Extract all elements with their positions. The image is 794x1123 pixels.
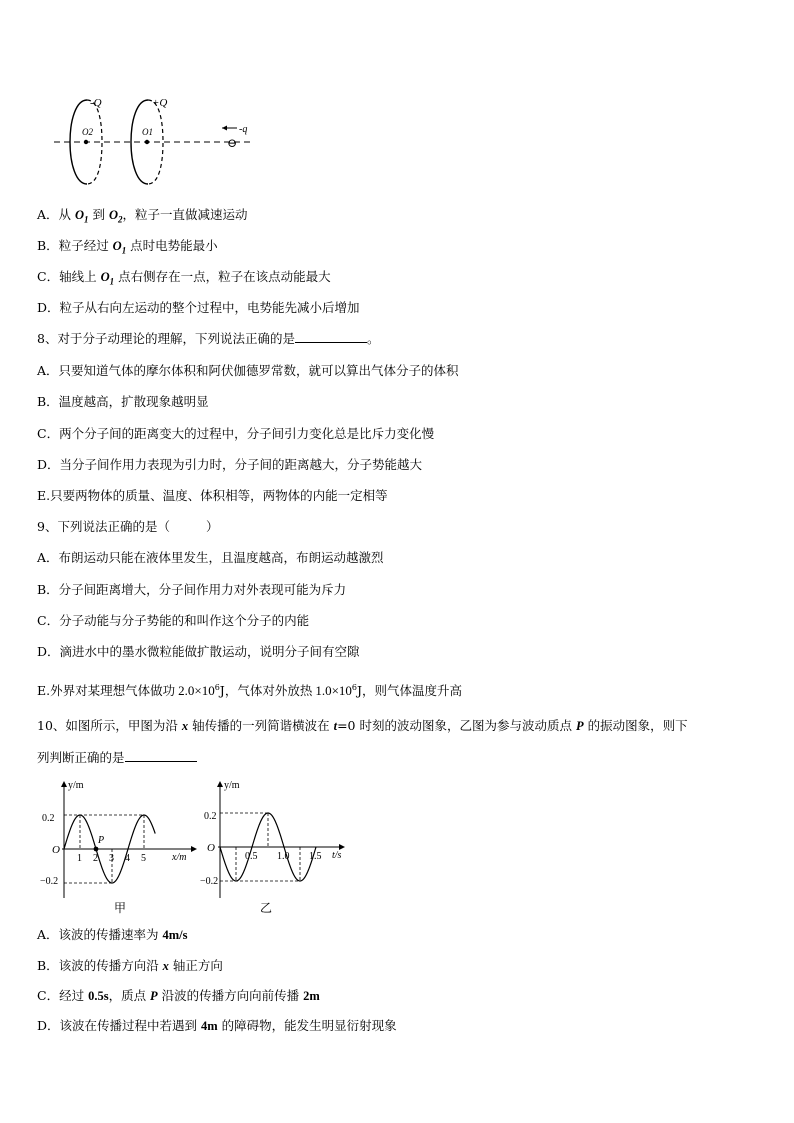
point-o2	[84, 140, 88, 144]
label-o2: O2	[82, 127, 93, 137]
origin-label: O	[52, 844, 60, 856]
y-tick-label-top: 0.2	[42, 813, 55, 824]
q9-stem: 9、下列说法正确的是（ ）	[37, 519, 219, 534]
q10-option-d: D．该波在传播过程中若遇到 4m 的障碍物，能发生明显衍射现象	[37, 1018, 397, 1033]
q7-option-b: B．粒子经过 $O_1$ 点时电势能最小	[37, 238, 218, 256]
q8-option-b: B．温度越高，扩散现象越明显	[37, 394, 209, 409]
y-tick-label-top: 0.2	[204, 811, 217, 822]
wave-chart-jia	[36, 778, 206, 918]
x-tick-label: 3	[109, 853, 114, 864]
q10-stem-line1: 10、如图所示，甲图为沿 x 轴传播的一列简谐横波在 t=0 时刻的波动图象，乙图为参与波动质点 P 的振动图象，则下	[37, 718, 688, 733]
y-tick-label-bottom: −0.2	[200, 876, 219, 887]
y-axis-label: y/m	[224, 780, 240, 791]
label-particle-charge: -q	[239, 124, 248, 135]
t-tick-label: 1.0	[277, 851, 290, 862]
q7-option-a: A．从 $O_1$ 到 $O_2$，粒子一直做减速运动	[37, 207, 248, 225]
answer-blank-2	[125, 749, 197, 762]
x-tick-label: 5	[141, 853, 146, 864]
q9-option-d: D．滴进水中的墨水微粒能做扩散运动，说明分子间有空隙	[37, 644, 360, 659]
q8-stem: 8、对于分子动理论的理解，下列说法正确的是 。	[37, 331, 380, 346]
q7-option-c: C．轴线上 $O_1$ 点右侧存在一点，粒子在该点动能最大	[37, 269, 331, 287]
point-p	[94, 847, 99, 852]
t-tick-label: 1.5	[309, 851, 322, 862]
arrow-head	[222, 126, 227, 131]
t-axis-label: t/s	[332, 850, 342, 861]
q9-option-b: B．分子间距离增大，分子间作用力对外表现可能为斥力	[37, 582, 347, 597]
chart-title-jia: 甲	[114, 901, 127, 915]
y-tick-label-bottom: −0.2	[40, 876, 59, 887]
q10-option-c: C．经过 0.5s，质点 P 沿波的传播方向向前传播 2m	[37, 988, 320, 1003]
q8-option-e: E.只要两物体的质量、温度、体积相等，两物体的内能一定相等	[37, 488, 388, 503]
label-o1: O1	[142, 127, 153, 137]
answer-blank	[295, 330, 367, 343]
particle-icon: ⊖	[227, 136, 238, 150]
x-tick-label: 4	[125, 853, 130, 864]
q9-option-e: E.外界对某理想气体做功 $2.0\times 10^6J$，气体对外放热 $1.0\times 10^6J$，则气体温度升高	[37, 683, 463, 699]
q9-option-c: C．分子动能与分子势能的和叫作这个分子的内能	[37, 613, 310, 628]
point-p-label: P	[98, 835, 105, 846]
point-o1	[145, 140, 149, 144]
x-tick-label: 2	[93, 853, 98, 864]
q7-option-d: D．粒子从右向左运动的整个过程中，电势能先减小后增加	[37, 300, 360, 315]
q9-option-a: A．布朗运动只能在液体里发生，且温度越高，布朗运动越激烈	[37, 550, 384, 565]
x-axis-label: x/m	[172, 852, 187, 863]
q10-stem-line2: 列判断正确的是	[37, 749, 197, 767]
q10-option-b: B．该波的传播方向沿 x 轴正方向	[37, 958, 223, 973]
y-axis-label: y/m	[68, 780, 84, 791]
x-tick-label: 1	[77, 853, 82, 864]
q8-option-d: D．当分子间作用力表现为引力时，分子间的距离越大，分子势能越大	[37, 457, 423, 472]
q8-option-a: A．只要知道气体的摩尔体积和阿伏伽德罗常数，就可以算出气体分子的体积	[37, 363, 459, 378]
vibration-chart-yi	[198, 778, 358, 918]
chart-title-yi: 乙	[260, 901, 273, 915]
t-tick-label: 0.5	[245, 851, 258, 862]
label-pos-q: +Q	[152, 97, 168, 109]
q10-option-a: A．该波的传播速率为 4m/s	[37, 927, 188, 942]
q8-option-c: C．两个分子间的距离变大的过程中，分子间引力变化总是比斥力变化慢	[37, 426, 435, 441]
origin-label: O	[207, 842, 215, 854]
rings-figure	[40, 92, 280, 192]
label-neg-q: -Q	[90, 97, 102, 109]
